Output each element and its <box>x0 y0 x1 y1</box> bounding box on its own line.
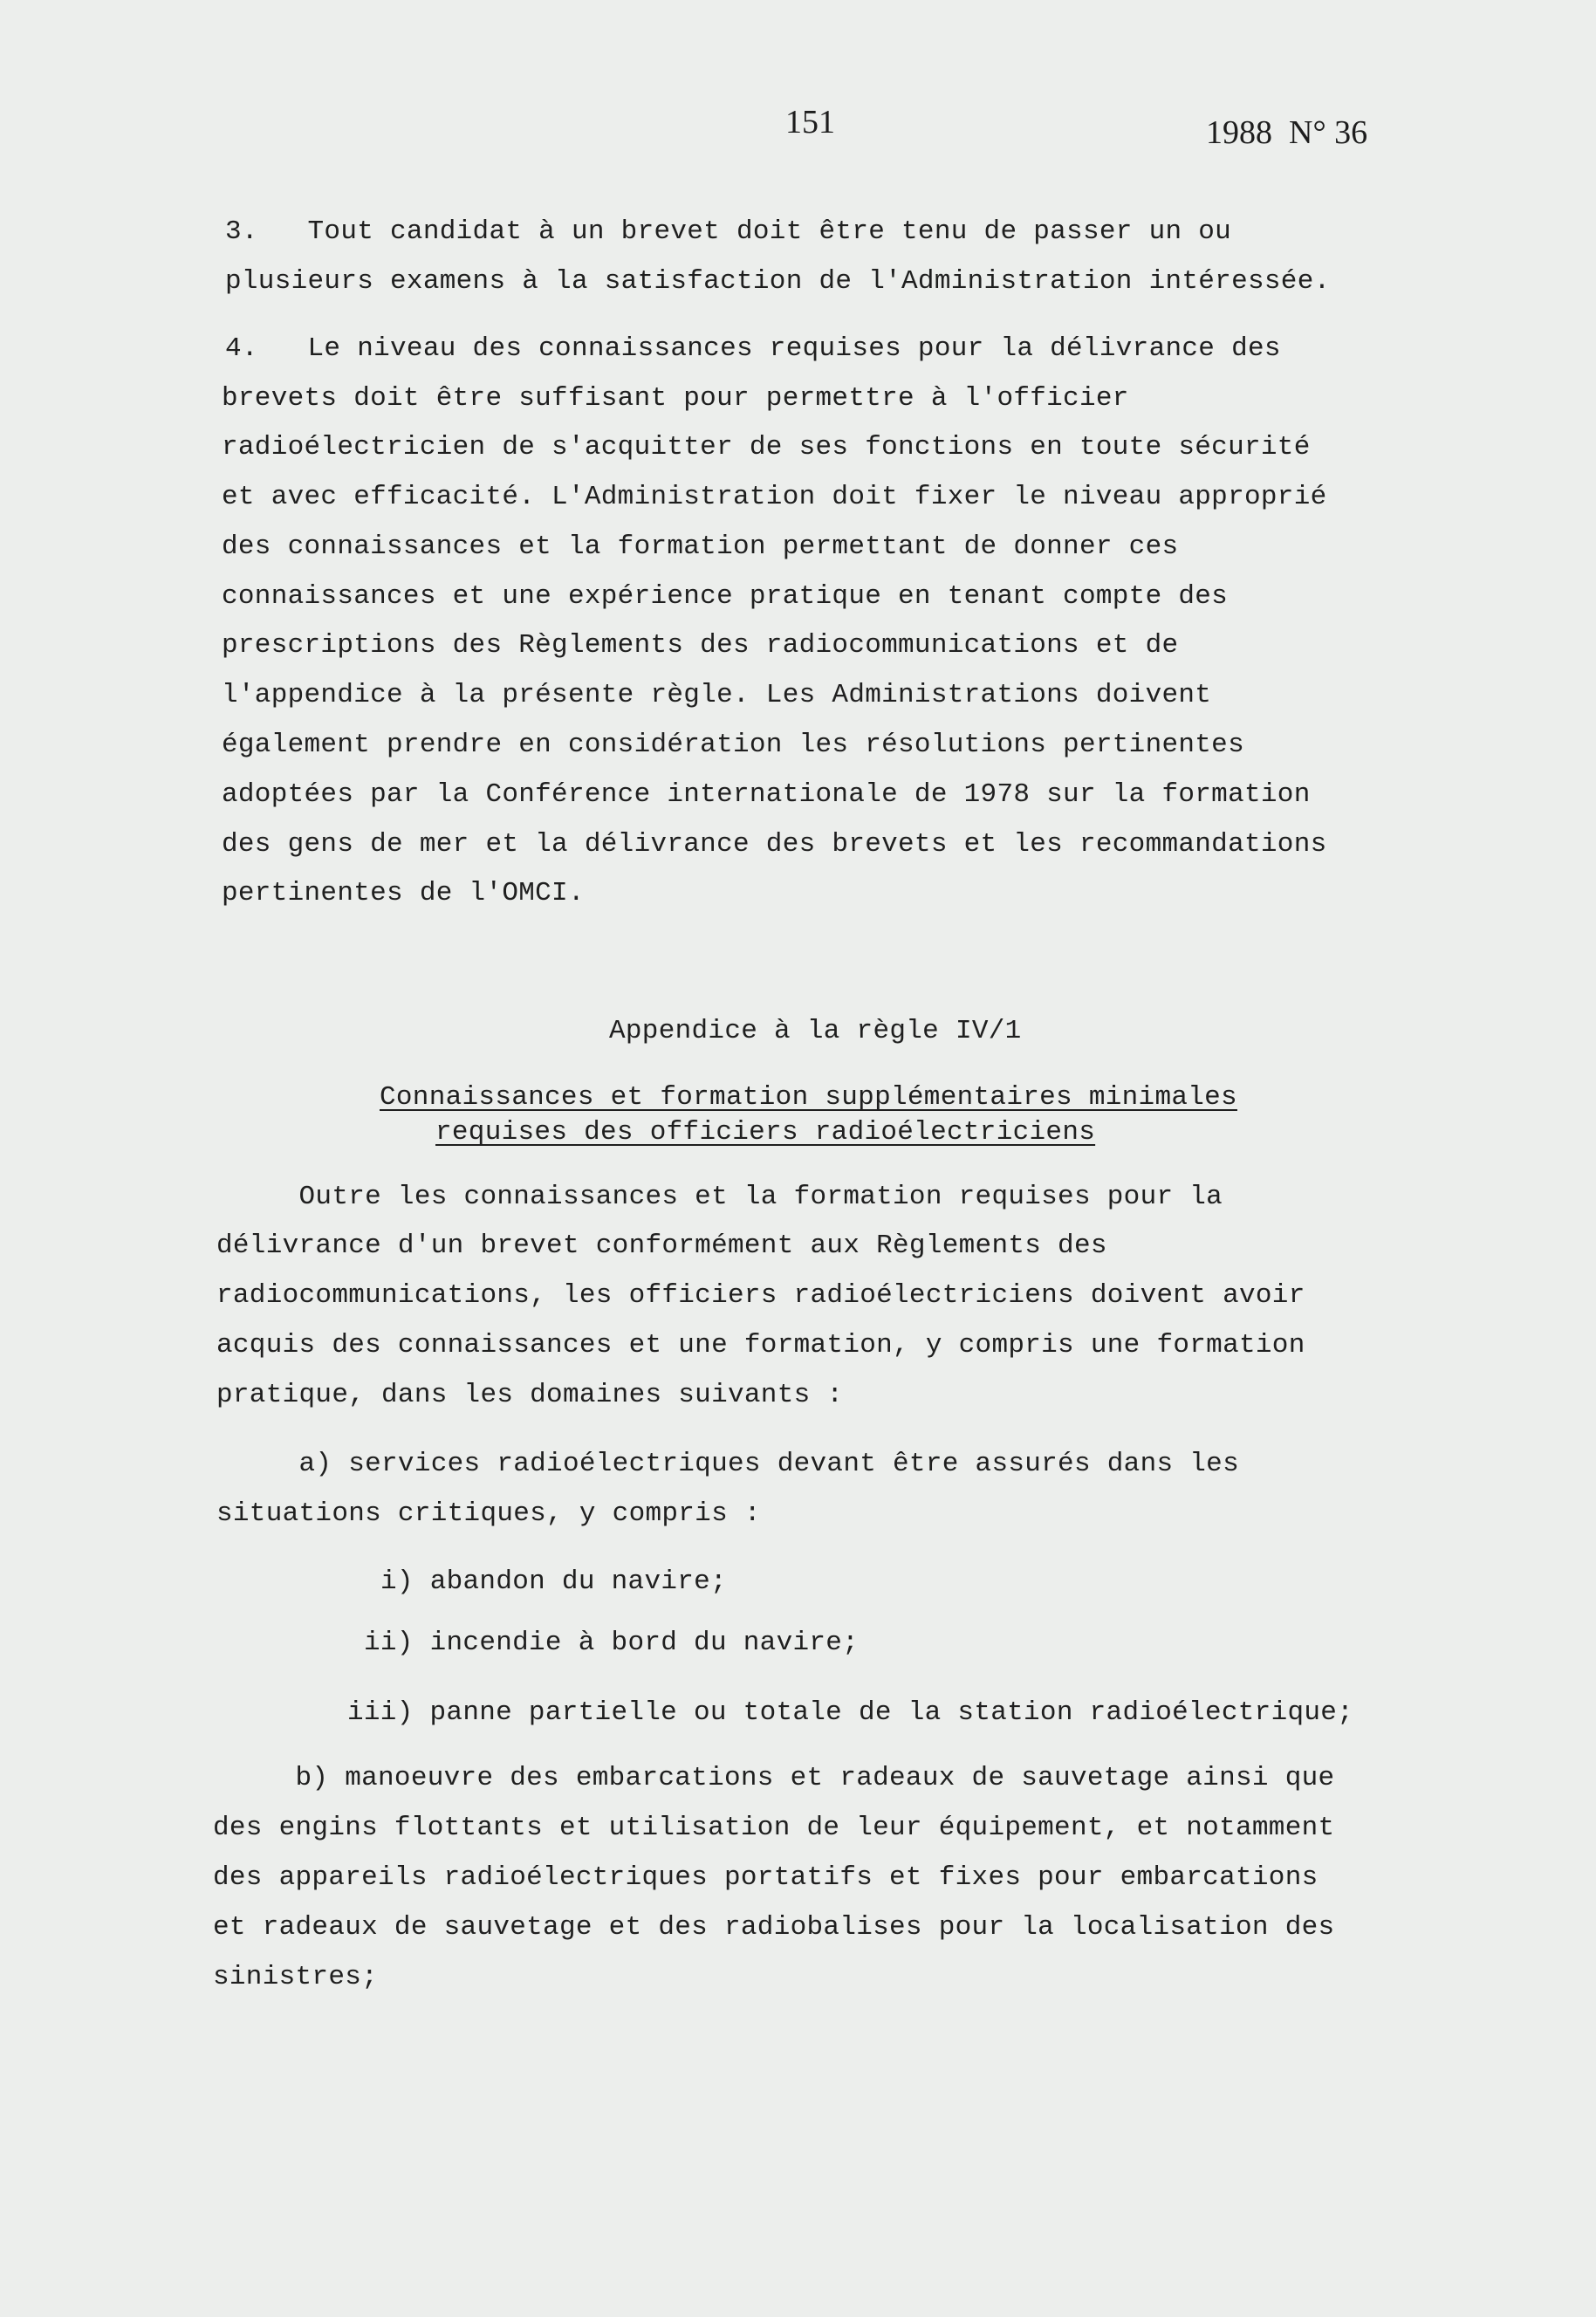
sub-item-ii: ii) incendie à bord du navire; <box>364 1628 860 1658</box>
appendix-subtitle: requises des officiers radioélectriciens <box>435 1117 1096 1148</box>
intro-line: délivrance d'un brevet conformément aux Règlements des <box>216 1230 1107 1261</box>
page-number: 151 <box>785 104 835 141</box>
item-b-line: b) manoeuvre des embarcations et radeaux de sauvetage ainsi que <box>213 1763 1335 1793</box>
paragraph-4-line: connaissances et une expérience pratique en tenant compte des <box>222 581 1229 612</box>
paragraph-4-line: l'appendice à la présente règle. Les Administrations doivent <box>222 680 1212 710</box>
appendix-subtitle: Connaissances et formation supplémentaires minimales <box>380 1082 1237 1113</box>
paragraph-4-line: 4. Le niveau des connaissances requises pour la délivrance des <box>225 333 1281 364</box>
paragraph-4-line: des connaissances et la formation permettant de donner ces <box>222 531 1179 562</box>
paragraph-4-line: et avec efficacité. L'Administration doit fixer le niveau approprié <box>222 482 1327 512</box>
sub-item-i: i) abandon du navire; <box>380 1566 727 1597</box>
appendix-title: Appendice à la règle IV/1 <box>609 1016 1022 1046</box>
item-b-line: des appareils radioélectriques portatifs et fixes pour embarcations <box>213 1862 1319 1893</box>
item-b-line: et radeaux de sauvetage et des radiobalises pour la localisation des <box>213 1912 1335 1943</box>
paragraph-3-line: 3. Tout candidat à un brevet doit être tenu de passer un ou <box>225 216 1232 247</box>
item-b-line: des engins flottants et utilisation de leur équipement, et notamment <box>213 1813 1335 1843</box>
paragraph-4-line: brevets doit être suffisant pour permettre à l'officier <box>222 383 1129 414</box>
paragraph-4-line: adoptées par la Conférence internationale de 1978 sur la formation <box>222 779 1311 810</box>
intro-line: pratique, dans les domaines suivants : <box>216 1380 844 1410</box>
intro-line: acquis des connaissances et une formation, y compris une formation <box>216 1330 1305 1361</box>
paragraph-4-line: radioélectricien de s'acquitter de ses fonctions en toute sécurité <box>222 432 1311 463</box>
paragraph-4-line: pertinentes de l'OMCI. <box>222 878 585 908</box>
paragraph-4-line: prescriptions des Règlements des radiocommunications et de <box>222 630 1179 661</box>
document-reference: 1988 N° 36 <box>1206 114 1368 151</box>
sub-item-iii: iii) panne partielle ou totale de la station radioélectrique; <box>347 1697 1354 1728</box>
item-b-line: sinistres; <box>213 1962 379 1992</box>
paragraph-4-line: des gens de mer et la délivrance des brevets et les recommandations <box>222 829 1327 860</box>
item-a-line: situations critiques, y compris : <box>216 1498 761 1529</box>
paragraph-3-line: plusieurs examens à la satisfaction de l'Administration intéressée. <box>225 266 1331 297</box>
paragraph-4-line: également prendre en considération les résolutions pertinentes <box>222 730 1244 760</box>
intro-line: radiocommunications, les officiers radioélectriciens doivent avoir <box>216 1280 1305 1311</box>
item-a-line: a) services radioélectriques devant être assurés dans les <box>216 1449 1239 1479</box>
intro-line: Outre les connaissances et la formation requises pour la <box>216 1182 1223 1212</box>
